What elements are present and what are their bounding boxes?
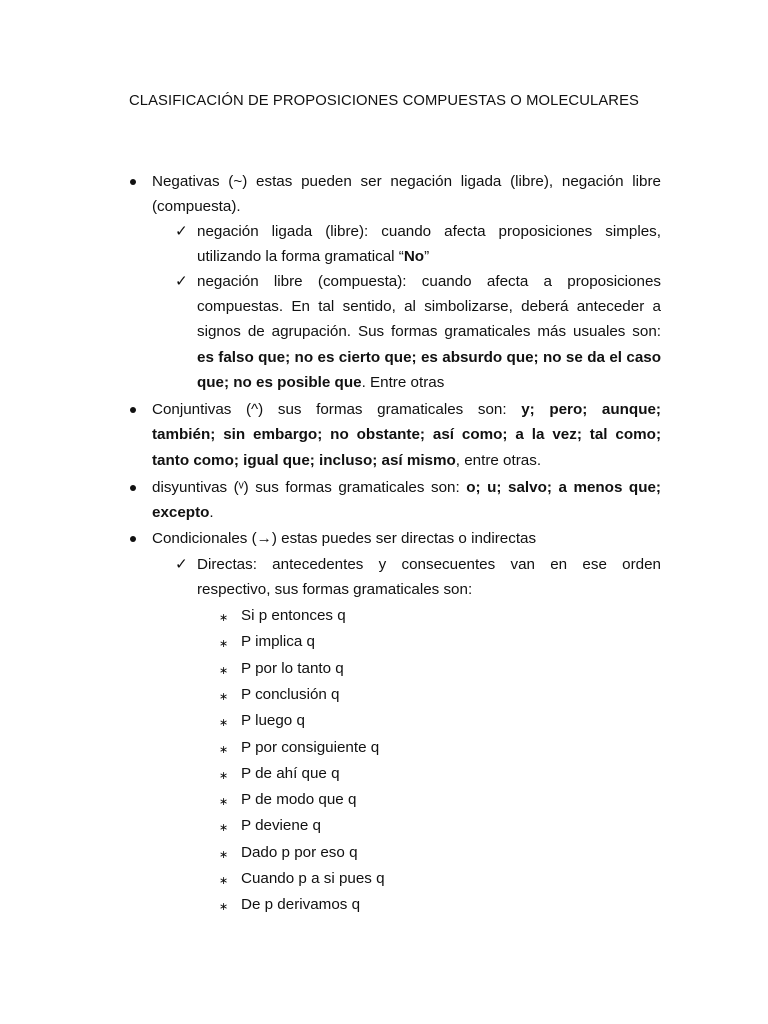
asterisk-bullet-icon: ∗ xyxy=(219,638,229,650)
condicional-form-item: P deviene q xyxy=(241,817,321,834)
condicional-form-item: Dado p por eso q xyxy=(241,844,358,861)
asterisk-bullet-icon: ∗ xyxy=(219,717,229,729)
text-segment: disyuntivas (ᵛ) sus formas gramaticales son: xyxy=(152,479,467,496)
asterisk-bullet-icon: ∗ xyxy=(219,849,229,861)
negacion-libre-line-3: signos de agrupación. Sus formas gramaticales más usuales son: xyxy=(197,323,661,340)
asterisk-bullet-icon: ∗ xyxy=(219,744,229,756)
negacion-libre-line-1: negación libre (compuesta): cuando afecta a proposiciones xyxy=(197,273,661,290)
asterisk-bullet-icon: ∗ xyxy=(219,901,229,913)
bullet-dot-icon xyxy=(130,407,136,413)
conjuntivas-line-1 xyxy=(152,400,661,420)
disyuntivas-line-2 xyxy=(152,503,214,523)
negacion-libre-line-2: compuestas. En tal sentido, al simbolizarse, deberá anteceder a xyxy=(197,298,661,315)
conjuntivas-line-3 xyxy=(152,451,541,471)
bold-text-segment: que; no es posible que xyxy=(197,374,362,391)
condicionales-line-1: Condicionales (→) estas puedes ser directas o indirectas xyxy=(152,530,537,547)
asterisk-bullet-icon: ∗ xyxy=(219,770,229,782)
text-segment: Conjuntivas (^) sus formas gramaticales son: xyxy=(152,401,522,418)
check-icon: ✓ xyxy=(175,223,188,240)
asterisk-bullet-icon: ∗ xyxy=(219,796,229,808)
bold-text-segment: No xyxy=(403,248,425,265)
condicional-form-item: P luego q xyxy=(241,712,305,729)
asterisk-bullet-icon: ∗ xyxy=(219,665,229,677)
condicional-form-item: P implica q xyxy=(241,633,316,650)
text-segment: . xyxy=(209,504,214,521)
document-title: CLASIFICACIÓN DE PROPOSICIONES COMPUESTAS O MOLECULARES xyxy=(128,93,640,109)
directas-line-2: respectivo, sus formas gramaticales son: xyxy=(197,581,473,598)
asterisk-bullet-icon: ∗ xyxy=(219,875,229,887)
negacion-libre-line-5 xyxy=(197,373,444,393)
asterisk-bullet-icon: ∗ xyxy=(219,691,229,703)
bold-text-segment: y; pero; aunque; xyxy=(521,401,661,418)
check-icon: ✓ xyxy=(175,556,188,573)
condicional-form-item: De p derivamos q xyxy=(241,896,361,913)
directas-line-1: Directas: antecedentes y consecuentes van en ese orden xyxy=(197,556,661,573)
condicional-form-item: P por lo tanto q xyxy=(241,660,344,677)
bullet-dot-icon xyxy=(130,536,136,542)
text-segment: ” xyxy=(424,248,430,265)
text-segment: , entre otras. xyxy=(455,452,542,469)
condicional-form-item: P de ahí que q xyxy=(241,765,340,782)
condicional-form-item: P de modo que q xyxy=(241,791,357,808)
condicional-form-item: P conclusión q xyxy=(241,686,340,703)
disyuntivas-line-1 xyxy=(152,478,661,498)
text-segment: . Entre otras xyxy=(361,374,445,391)
condicional-form-item: Si p entonces q xyxy=(241,607,346,624)
condicional-form-item: P por consiguiente q xyxy=(241,739,380,756)
condicional-form-item: Cuando p a si pues q xyxy=(241,870,385,887)
negativas-line-1: Negativas (~) estas pueden ser negación ligada (libre), negación libre xyxy=(152,173,661,190)
asterisk-bullet-icon: ∗ xyxy=(219,612,229,624)
bold-text-segment: o; u; salvo; a menos que; xyxy=(466,479,661,496)
negacion-ligada-line-2 xyxy=(197,247,429,267)
bullet-dot-icon xyxy=(130,485,136,491)
negacion-ligada-line-1: negación ligada (libre): cuando afecta proposiciones simples, xyxy=(197,223,661,240)
conjuntivas-line-2: también; sin embargo; no obstante; así como; a la vez; tal como; xyxy=(152,426,661,443)
text-segment: utilizando la forma gramatical “ xyxy=(197,248,404,265)
negacion-libre-line-4: es falso que; no es cierto que; es absurdo que; no se da el caso xyxy=(197,349,661,366)
asterisk-bullet-icon: ∗ xyxy=(219,822,229,834)
check-icon: ✓ xyxy=(175,273,188,290)
bold-text-segment: excepto xyxy=(152,504,210,521)
bullet-dot-icon xyxy=(130,179,136,185)
bold-text-segment: tanto como; igual que; incluso; así mismo xyxy=(152,452,456,469)
negativas-line-2: (compuesta). xyxy=(152,198,241,215)
